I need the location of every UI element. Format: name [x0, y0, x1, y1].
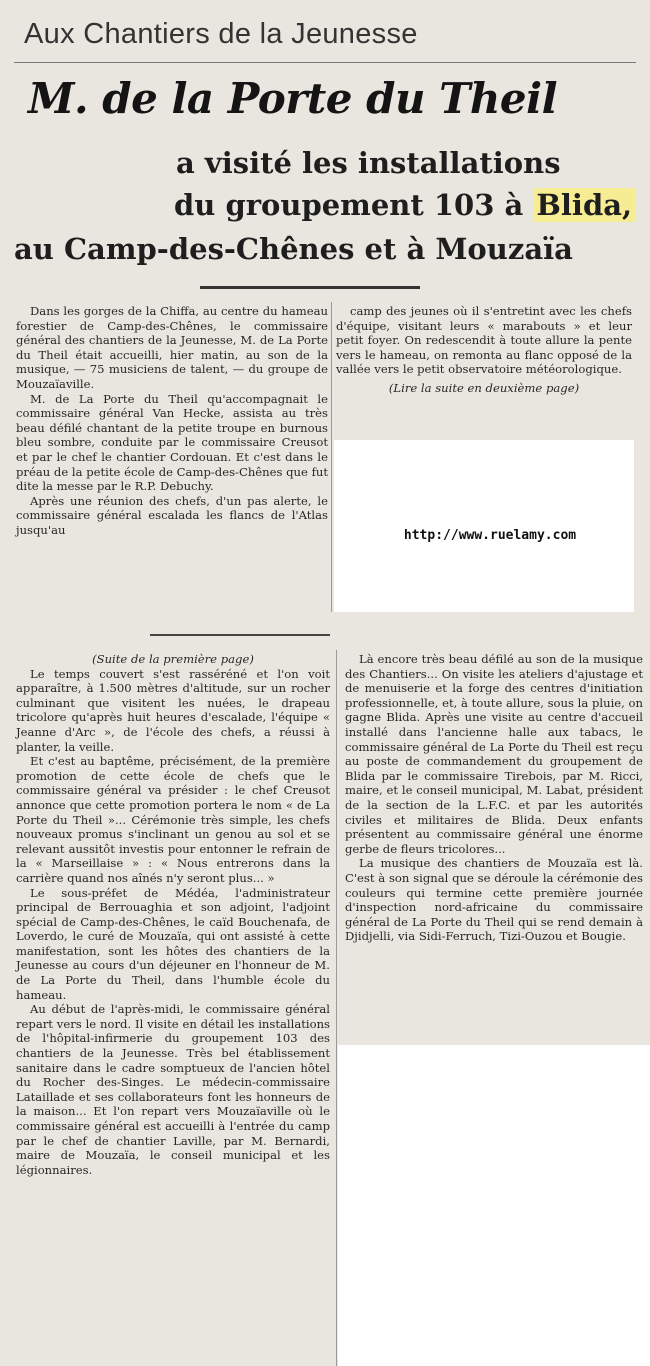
subheadline-1: a visité les installations	[176, 146, 561, 180]
article-column-c	[16, 652, 330, 1177]
continuation-note: (Lire la suite en deuxième page)	[388, 380, 580, 395]
highlighted-word: Blida,	[533, 188, 635, 222]
paragraph: Et c'est au baptême, précisément, de la première promotion de cette école de chefs que le commissaire général va présider : le chef Creusot annonce que cette promotion portera le nom « de La Porte du Theil »... Cérémonie très simple, les chefs nouveaux promus s'inclinant un genou au sol et se relevant aussitôt investis pour entonner le refrain de la « Marseillaise » : « Nous entrerons dans la carrière quand nos aînés n'y seront plus... »	[16, 754, 330, 885]
paragraph: Après une réunion des chefs, d'un pas alerte, le commissaire général escalada les flancs de l'Atlas jusqu'au	[16, 493, 328, 537]
column-divider-bottom	[336, 650, 337, 1366]
watermark-box	[334, 440, 634, 612]
subheadline-2: du groupement 103 à Blida,	[174, 188, 635, 222]
article-column-d	[345, 652, 643, 944]
article-column-a	[16, 304, 328, 538]
column-divider-top	[331, 302, 332, 612]
paragraph: Le sous-préfet de Médéa, l'administrateur principal de Berrouaghia et son adjoint, l'adjoint spécial de Camp-des-Chênes, le caïd Bouchenafa, de Loverdo, le curé de Mouzaïa, qui ont assisté à cette manifestation, sont les hôtes des chantiers de la Jeunesse au cours d'un déjeuner en l'honneur de M. de La Porte du Theil, dans l'humble école du hameau.	[16, 885, 330, 1002]
paragraph: Le temps couvert s'est rasséréné et l'on voit apparaître, à 1.500 mètres d'altitude, sur un rocher culminant que visitent les nuées, le drapeau tricolore qu'après huit heures d'escalade, l'équipe « Jeanne d'Arc », de l'école des chefs, a réussi à planter, la veille.	[16, 666, 330, 754]
paragraph: La musique des chantiers de Mouzaïa est là. C'est à son signal que se déroule la cérémonie des couleurs qui termine cette première journée d'inspection nord-africaine du commissaire général de La Porte du Theil qui se rend demain à Djidjelli, via Sidi-Ferruch, Tizi-Ouzou et Bougie.	[345, 856, 643, 944]
headline-rule	[200, 286, 420, 289]
paragraph: Dans les gorges de la Chiffa, au centre du hameau forestier de Camp-des-Chênes, le commissaire général des chantiers de la Jeunesse, M. de La Porte du Theil était accueilli, hier matin, au son de la musique, — 75 musiciens de talent, — du groupe de Mouzaïaville.	[16, 304, 328, 391]
paragraph: M. de La Porte du Theil qu'accompagnait le commissaire général Van Hecke, assista au très beau défilé chantant de la petite troupe en burnous bleu sombre, conduite par le commissaire Creusot et par le chef le chantier Cordouan. Et c'est dans le préau de la petite école de Camp-des-Chênes que fut dite la messe par le R.P. Debuchy.	[16, 391, 328, 494]
paragraph: Au début de l'après-midi, le commissaire général repart vers le nord. Il visite en détail les installations de l'hôpital-infirmerie du groupement 103 des chantiers de la Jeunesse. Très bel établissement sanitaire dans le cadre somptueux de l'ancien hôtel du Rocher des-Singes. Le médecin-commissaire Lataillade et ses collaborateurs font les honneurs de la maison... Et l'on repart vers Mouzaïaville où le commissaire général est accueilli à l'entrée du camp par le chef de chantier Laville, par M. Bernardi, maire de Mouzaïa, le conseil municipal et les légionnaires.	[16, 1002, 330, 1177]
subheadline-3: au Camp-des-Chênes et à Mouzaïa	[14, 232, 573, 266]
section-rule	[150, 634, 330, 636]
kicker-rule	[14, 62, 636, 63]
paragraph: Là encore très beau défilé au son de la musique des Chantiers... On visite les ateliers d'ajustage et de menuiserie et la forge des centres d'initiation professionnelle, et, à toute allure, sous la pluie, on gagne Blida. Après une visite au centre d'accueil installé dans l'ancienne halle aux tabacs, le commissaire général de La Porte du Theil est reçu au poste de commandement du groupement de Blida par le commissaire Tirebois, par M. Ricci, maire, et le conseil municipal, M. Labat, président de la section de la L.F.C. et par les autorités civiles et militaires de Blida. Deux enfants présentent au commissaire général une énorme gerbe de fleurs tricolores...	[345, 652, 643, 856]
kicker-headline: Aux Chantiers de la Jeunesse	[24, 18, 418, 50]
suite-label: (Suite de la première page)	[92, 652, 254, 666]
watermark-url: http://www.ruelamy.com	[403, 528, 577, 543]
paragraph: camp des jeunes où il s'entretint avec les chefs d'équipe, visitant leurs « marabouts » et leur petit foyer. On redescendit à toute allure la pente vers le hameau, on remonta au flanc opposé de la vallée vers le petit observatoire météorologique.	[336, 304, 632, 377]
main-headline: M. de la Porte du Theil	[28, 74, 558, 123]
article-column-b	[336, 304, 632, 396]
